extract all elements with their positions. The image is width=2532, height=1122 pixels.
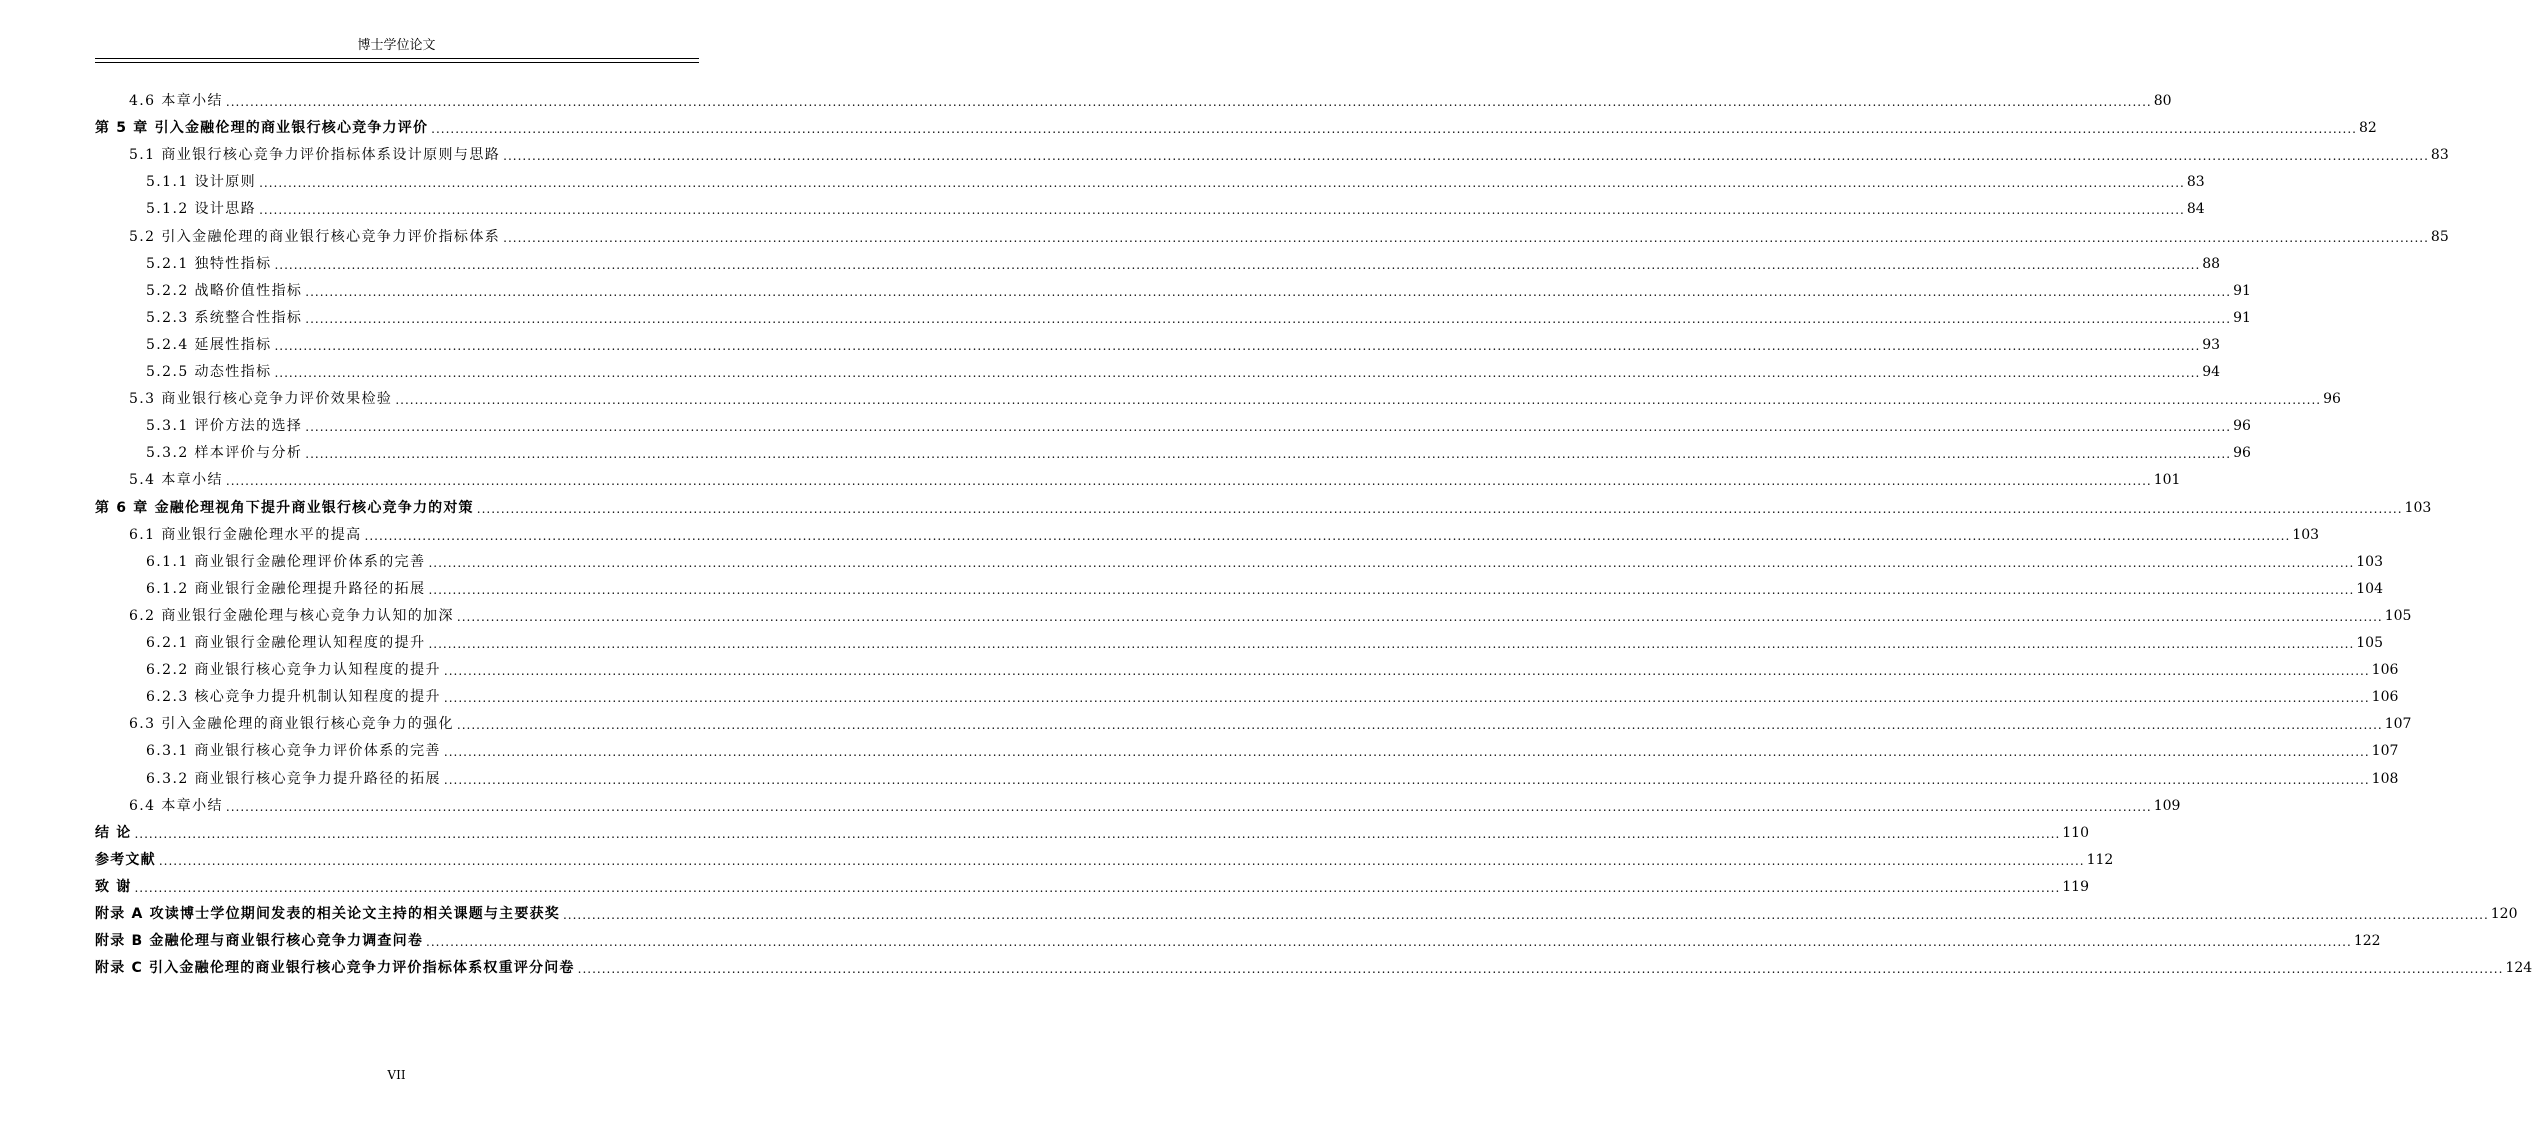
toc-dot-leader: ................................................................................................................................................................................................................................................................................................................................................................................................................ (134, 826, 2061, 841)
toc-entry[interactable] (95, 84, 2172, 110)
toc-entry[interactable] (95, 328, 2221, 354)
toc-entry[interactable] (95, 165, 2205, 191)
toc-dot-leader: ................................................................................................................................................................................................................................................................................................................................................................................................................ (225, 474, 2152, 489)
running-header-title: 博士学位论文 (357, 38, 436, 53)
toc-entry[interactable] (95, 192, 2205, 218)
toc-entry-label: 结 论 (95, 824, 132, 841)
toc-entry-label: 6.4 本章小结 (129, 797, 223, 814)
toc-dot-leader: ................................................................................................................................................................................................................................................................................................................................................................................................................ (274, 366, 2201, 380)
toc-dot-leader: ................................................................................................................................................................................................................................................................................................................................................................................................................ (305, 284, 2232, 299)
header-rule-thin (95, 62, 699, 63)
toc-entry[interactable] (95, 789, 2181, 815)
toc-entry-label: 参考文献 (95, 851, 156, 868)
toc-dot-leader: ................................................................................................................................................................................................................................................................................................................................................................................................................ (274, 257, 2201, 272)
toc-entry[interactable] (95, 436, 2251, 462)
toc-entry[interactable] (95, 816, 2089, 842)
toc-entry-page: 80 (2153, 93, 2172, 109)
toc-entry-page: 122 (2353, 933, 2381, 950)
toc-entry-label: 6.3.2 商业银行核心竞争力提升路径的拓展 (146, 770, 441, 787)
toc-dot-leader: ................................................................................................................................................................................................................................................................................................................................................................................................................ (225, 95, 2152, 109)
toc-entry-page: 104 (2356, 580, 2383, 597)
toc-entry[interactable] (95, 707, 2412, 733)
toc-entry-page: 119 (2062, 878, 2089, 895)
toc-entry-page: 103 (2356, 553, 2383, 570)
toc-dot-leader: ................................................................................................................................................................................................................................................................................................................................................................................................................ (428, 582, 2355, 597)
toc-dot-leader: ................................................................................................................................................................................................................................................................................................................................................................................................................ (443, 745, 2370, 760)
toc-entry-label: 4.6 本章小结 (129, 93, 223, 109)
toc-entry-page: 91 (2233, 309, 2251, 326)
toc-entry[interactable] (95, 762, 2399, 788)
toc-entry-label: 5.2 引入金融伦理的商业银行核心竞争力评价指标体系 (129, 228, 501, 245)
toc-dot-leader: ................................................................................................................................................................................................................................................................................................................................................................................................................ (395, 393, 2322, 408)
toc-entry-page: 107 (2384, 716, 2412, 733)
toc-entry-label: 5.3.2 样本评价与分析 (146, 445, 303, 462)
toc-entry-label: 6.1.1 商业银行金融伦理评价体系的完善 (146, 553, 426, 570)
toc-entry-page: 83 (2186, 174, 2205, 191)
toc-entry-page: 109 (2153, 797, 2181, 814)
toc-entry-page: 82 (2358, 120, 2377, 137)
toc-entry-page: 124 (2505, 960, 2532, 977)
toc-entry-label: 附录 C 引入金融伦理的商业银行核心竞争力评价指标体系权重评分问卷 (95, 960, 575, 977)
toc-entry[interactable] (95, 897, 2518, 923)
toc-entry[interactable] (95, 572, 2383, 598)
toc-entry[interactable] (95, 599, 2412, 625)
toc-dot-leader: ................................................................................................................................................................................................................................................................................................................................................................................................................ (259, 203, 2185, 218)
toc-entry[interactable] (95, 518, 2320, 544)
toc-entry-label: 附录 A 攻读博士学位期间发表的相关论文主持的相关课题与主要获奖 (95, 906, 560, 922)
toc-entry[interactable] (95, 680, 2399, 706)
toc-entry-page: 105 (2356, 635, 2383, 651)
toc-entry[interactable] (95, 111, 2377, 137)
toc-entry[interactable] (95, 843, 2114, 869)
toc-entry-label: 6.2.3 核心竞争力提升机制认知程度的提升 (146, 689, 441, 706)
toc-entry-label: 5.2.4 延展性指标 (146, 336, 272, 353)
toc-entry-label: 6.2.1 商业银行金融伦理认知程度的提升 (146, 635, 426, 651)
toc-entry[interactable] (95, 924, 2381, 950)
toc-entry-label: 5.2.3 系统整合性指标 (146, 309, 303, 326)
toc-dot-leader: ................................................................................................................................................................................................................................................................................................................................................................................................................ (259, 176, 2185, 191)
toc-entry-page: 105 (2384, 607, 2412, 624)
toc-entry-label: 6.1.2 商业银行金融伦理提升路径的拓展 (146, 580, 426, 597)
toc-dot-leader: ................................................................................................................................................................................................................................................................................................................................................................................................................ (364, 528, 2291, 543)
toc-entry-label: 5.4 本章小结 (129, 472, 223, 489)
toc-dot-leader: ................................................................................................................................................................................................................................................................................................................................................................................................................ (562, 908, 2489, 922)
toc-entry-page: 103 (2292, 526, 2320, 543)
toc-dot-leader: ................................................................................................................................................................................................................................................................................................................................................................................................................ (503, 230, 2429, 245)
toc-entry-page: 91 (2233, 282, 2251, 299)
toc-entry-label: 5.2.5 动态性指标 (146, 364, 272, 380)
toc-entry[interactable] (95, 220, 2449, 246)
toc-entry-page: 120 (2490, 906, 2518, 922)
toc-entry-page: 112 (2086, 851, 2114, 868)
toc-entry-page: 88 (2202, 255, 2221, 272)
toc-dot-leader: ................................................................................................................................................................................................................................................................................................................................................................................................................ (305, 447, 2232, 462)
toc-entry-page: 101 (2153, 472, 2181, 489)
toc-entry-page: 106 (2371, 689, 2399, 706)
toc-entry-page: 94 (2202, 364, 2221, 380)
toc-dot-leader: ................................................................................................................................................................................................................................................................................................................................................................................................................ (443, 664, 2370, 679)
toc-entry-label: 5.2.2 战略价值性指标 (146, 282, 303, 299)
toc-entry-label: 6.3.1 商业银行核心竞争力评价体系的完善 (146, 743, 441, 760)
toc-dot-leader: ................................................................................................................................................................................................................................................................................................................................................................................................................ (431, 122, 2357, 137)
toc-entry-page: 106 (2371, 662, 2399, 679)
toc-dot-leader: ................................................................................................................................................................................................................................................................................................................................................................................................................ (503, 149, 2429, 164)
toc-entry-page: 93 (2202, 336, 2221, 353)
toc-entry-label: 5.3.1 评价方法的选择 (146, 418, 303, 435)
toc-dot-leader: ................................................................................................................................................................................................................................................................................................................................................................................................................ (134, 880, 2061, 895)
toc-entry[interactable] (95, 734, 2399, 760)
toc-entry-label: 第 6 章 金融伦理视角下提升商业银行核心竞争力的对策 (95, 499, 474, 516)
toc-entry-label: 6.3 引入金融伦理的商业银行核心竞争力的强化 (129, 716, 454, 733)
toc-entry-label: 6.1 商业银行金融伦理水平的提高 (129, 526, 362, 543)
toc-entry[interactable] (95, 491, 2432, 517)
toc-dot-leader: ................................................................................................................................................................................................................................................................................................................................................................................................................ (577, 962, 2504, 977)
toc-dot-leader: ................................................................................................................................................................................................................................................................................................................................................................................................................ (225, 799, 2152, 814)
toc-dot-leader: ................................................................................................................................................................................................................................................................................................................................................................................................................ (426, 935, 2352, 950)
toc-dot-leader: ................................................................................................................................................................................................................................................................................................................................................................................................................ (428, 637, 2355, 651)
page-number: VII (387, 1068, 406, 1082)
toc-entry[interactable] (95, 382, 2341, 408)
toc-entry-label: 致 谢 (95, 878, 132, 895)
toc-entry-label: 6.2.2 商业银行核心竞争力认知程度的提升 (146, 662, 441, 679)
toc-entry[interactable] (95, 409, 2251, 435)
toc-entry-label: 第 5 章 引入金融伦理的商业银行核心竞争力评价 (95, 120, 429, 137)
toc-entry[interactable] (95, 653, 2399, 679)
toc-entry[interactable] (95, 626, 2383, 652)
toc-entry-page: 108 (2371, 770, 2399, 787)
toc-entry[interactable] (95, 301, 2251, 327)
toc-entry-label: 5.3 商业银行核心竞争力评价效果检验 (129, 391, 393, 408)
toc-entry-page: 83 (2430, 147, 2449, 164)
toc-dot-leader: ................................................................................................................................................................................................................................................................................................................................................................................................................ (476, 501, 2403, 516)
toc-entry-label: 6.2 商业银行金融伦理与核心竞争力认知的加深 (129, 607, 454, 624)
toc-dot-leader: ................................................................................................................................................................................................................................................................................................................................................................................................................ (428, 555, 2355, 570)
toc-entry-page: 84 (2186, 201, 2205, 218)
toc-entry[interactable] (95, 355, 2221, 381)
toc-dot-leader: ................................................................................................................................................................................................................................................................................................................................................................................................................ (456, 718, 2383, 733)
toc-entry-page: 96 (2323, 391, 2341, 408)
toc-dot-leader: ................................................................................................................................................................................................................................................................................................................................................................................................................ (305, 420, 2232, 435)
toc-entry[interactable] (95, 545, 2383, 571)
toc-entry[interactable] (95, 463, 2181, 489)
toc-dot-leader: ................................................................................................................................................................................................................................................................................................................................................................................................................ (456, 609, 2383, 624)
toc-entry-page: 103 (2404, 499, 2432, 516)
toc-entry[interactable] (95, 247, 2221, 273)
toc-entry-page: 107 (2371, 743, 2399, 760)
toc-dot-leader: ................................................................................................................................................................................................................................................................................................................................................................................................................ (443, 772, 2370, 787)
toc-dot-leader: ................................................................................................................................................................................................................................................................................................................................................................................................................ (305, 311, 2232, 326)
toc-entry-label: 5.1.2 设计思路 (146, 201, 257, 218)
toc-dot-leader: ................................................................................................................................................................................................................................................................................................................................................................................................................ (274, 338, 2201, 353)
header-rule-thick (95, 58, 699, 59)
toc-entry-label: 5.1.1 设计原则 (146, 174, 257, 191)
toc-entry-label: 5.1 商业银行核心竞争力评价指标体系设计原则与思路 (129, 147, 501, 164)
toc-dot-leader: ................................................................................................................................................................................................................................................................................................................................................................................................................ (158, 853, 2085, 868)
toc-entry[interactable] (95, 951, 2532, 977)
toc-entry[interactable] (95, 138, 2449, 164)
toc-entry[interactable] (95, 870, 2089, 896)
toc-entry-page: 96 (2233, 445, 2251, 462)
toc-entry-label: 附录 B 金融伦理与商业银行核心竞争力调查问卷 (95, 933, 424, 950)
toc-entry-page: 85 (2430, 228, 2449, 245)
toc-entry[interactable] (95, 274, 2251, 300)
toc-entry-label: 5.2.1 独特性指标 (146, 255, 272, 272)
toc-entry-page: 110 (2062, 824, 2089, 841)
toc-entry-page: 96 (2233, 418, 2251, 435)
toc-dot-leader: ................................................................................................................................................................................................................................................................................................................................................................................................................ (443, 691, 2370, 706)
